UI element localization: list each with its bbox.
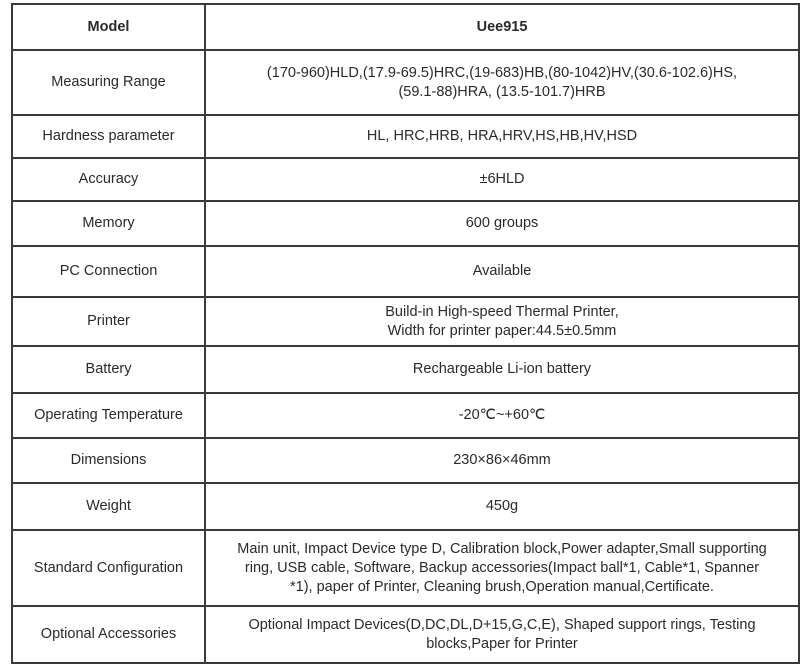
table-row-accuracy bbox=[12, 158, 799, 201]
table-row-standard-configuration bbox=[12, 530, 799, 606]
value-line: Main unit, Impact Device type D, Calibration block,Power adapter,Small supporting bbox=[237, 540, 767, 557]
table-row-battery bbox=[12, 346, 799, 393]
specification-table bbox=[11, 3, 800, 664]
table-row-dimensions bbox=[12, 438, 799, 483]
row-value: -20℃~+60℃ bbox=[205, 393, 799, 438]
value-line: (59.1-88)HRA, (13.5-101.7)HRB bbox=[398, 83, 606, 100]
row-value bbox=[205, 530, 799, 606]
value-line: Build-in High-speed Thermal Printer, bbox=[385, 303, 619, 320]
row-value: 230×86×46mm bbox=[205, 438, 799, 483]
row-value bbox=[205, 297, 799, 346]
row-label: Standard Configuration bbox=[12, 530, 205, 606]
table-row-printer bbox=[12, 297, 799, 346]
table-header-row bbox=[12, 4, 799, 50]
row-label: Dimensions bbox=[12, 438, 205, 483]
table-row-optional-accessories bbox=[12, 606, 799, 663]
row-value: 450g bbox=[205, 483, 799, 530]
table-row-operating-temperature bbox=[12, 393, 799, 438]
table-row-hardness-parameter bbox=[12, 115, 799, 158]
value-line: Width for printer paper:44.5±0.5mm bbox=[387, 322, 617, 339]
value-line: (170-960)HLD,(17.9-69.5)HRC,(19-683)HB,(80-1042)HV,(30.6-102.6)HS, bbox=[266, 64, 738, 81]
row-label: Operating Temperature bbox=[12, 393, 205, 438]
row-value: Rechargeable Li-ion battery bbox=[205, 346, 799, 393]
row-label: Accuracy bbox=[12, 158, 205, 201]
table-row-memory bbox=[12, 201, 799, 246]
table-row-weight bbox=[12, 483, 799, 530]
value-line: ring, USB cable, Software, Backup accessories(Impact ball*1, Cable*1, Spanner bbox=[244, 559, 760, 576]
value-line: *1), paper of Printer, Cleaning brush,Operation manual,Certificate. bbox=[290, 578, 714, 595]
header-label-cell: Model bbox=[12, 4, 205, 50]
row-label: Weight bbox=[12, 483, 205, 530]
row-value bbox=[205, 50, 799, 115]
row-label: Hardness parameter bbox=[12, 115, 205, 158]
header-value-cell: Uee915 bbox=[205, 4, 799, 50]
row-label: Printer bbox=[12, 297, 205, 346]
row-label: Memory bbox=[12, 201, 205, 246]
row-label: Battery bbox=[12, 346, 205, 393]
value-line: blocks,Paper for Printer bbox=[426, 635, 578, 652]
row-value: 600 groups bbox=[205, 201, 799, 246]
row-value: Available bbox=[205, 246, 799, 297]
row-value: HL, HRC,HRB, HRA,HRV,HS,HB,HV,HSD bbox=[205, 115, 799, 158]
table-row-measuring-range bbox=[12, 50, 799, 115]
row-label: Measuring Range bbox=[12, 50, 205, 115]
row-value: ±6HLD bbox=[205, 158, 799, 201]
value-line: Optional Impact Devices(D,DC,DL,D+15,G,C,E), Shaped support rings, Testing bbox=[248, 616, 756, 633]
row-value bbox=[205, 606, 799, 663]
row-label: Optional Accessories bbox=[12, 606, 205, 663]
row-label: PC Connection bbox=[12, 246, 205, 297]
table-row-pc-connection bbox=[12, 246, 799, 297]
